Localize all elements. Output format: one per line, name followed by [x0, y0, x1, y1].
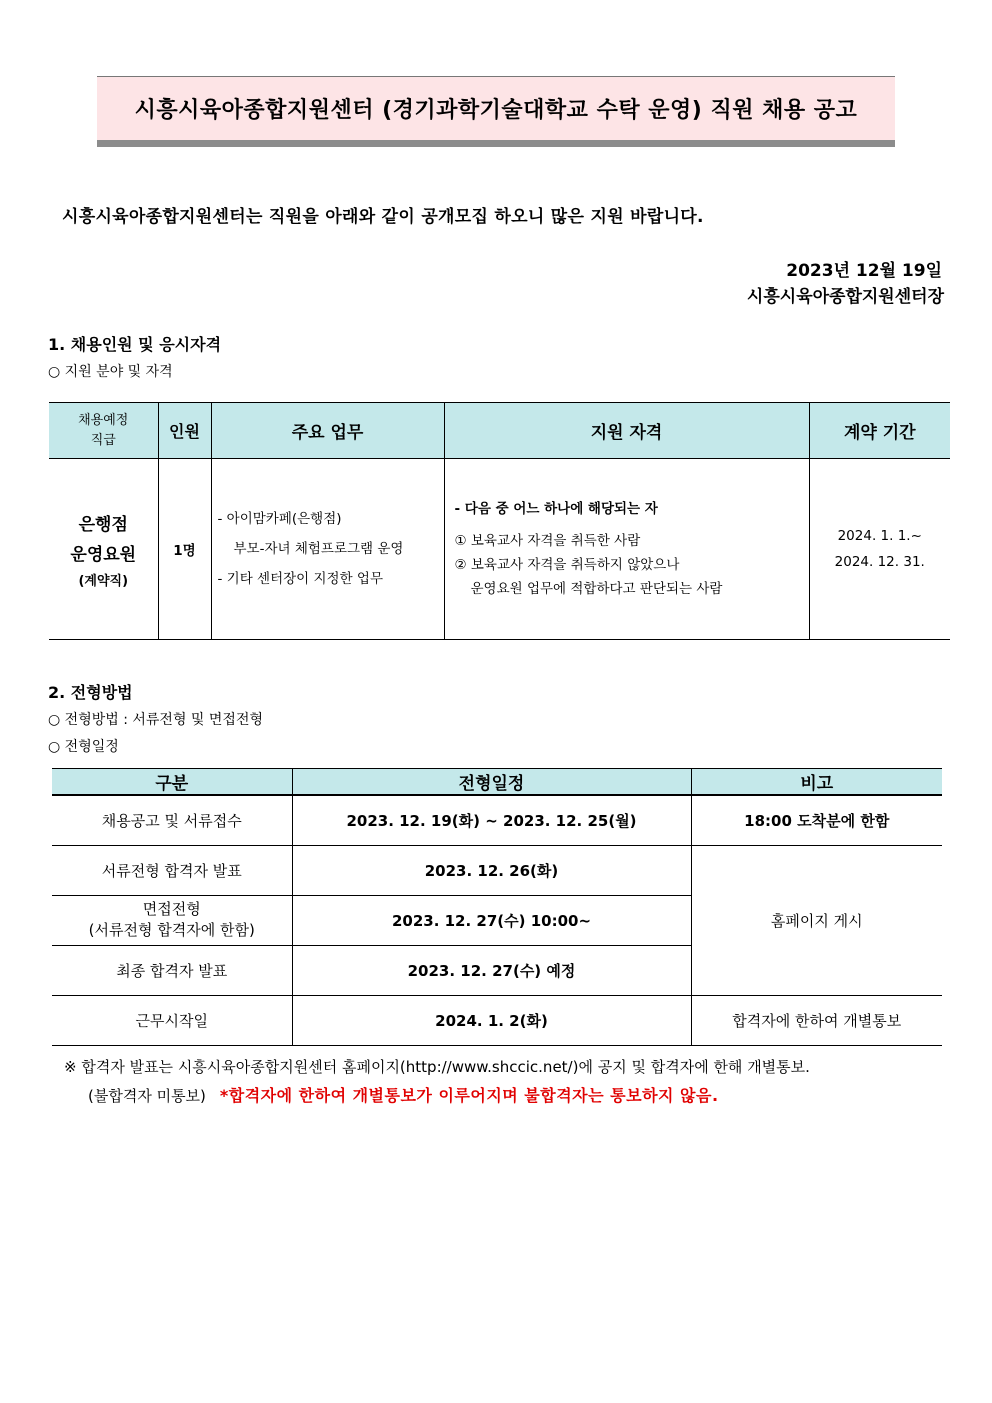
section1-title: 1. 채용인원 및 응시자격: [48, 335, 222, 354]
grade-line3: (계약직): [78, 573, 129, 589]
cell-schedule: 2024. 1. 2(화): [292, 995, 691, 1045]
table-row: [52, 995, 942, 1045]
qual-line2: ② 보육교사 자격을 취득하지 않았으나: [454, 557, 680, 573]
cell-category: 최종 합격자 발표: [52, 945, 292, 995]
qual-line1: ① 보육교사 자격을 취득한 사람: [454, 533, 641, 549]
cell-category: 서류전형 합격자 발표: [52, 845, 292, 895]
category-line2: (서류전형 합격자에 한함): [88, 921, 255, 939]
footnote-rejected: (불합격자 미통보): [88, 1087, 206, 1105]
header-grade-line1: 채용예정: [78, 412, 129, 428]
cell-category: 근무시작일: [52, 995, 292, 1045]
cell-note: 합격자에 한하여 개별통보: [691, 995, 942, 1045]
cell-category: [52, 895, 292, 945]
cell-count: 1명: [158, 459, 211, 640]
header-grade-line2: 직급: [90, 432, 116, 448]
header-schedule: 전형일정: [292, 769, 691, 796]
duty-line2: 부모-자녀 체험프로그램 운영: [233, 541, 404, 557]
cell-period: [809, 459, 950, 640]
header-note: 비고: [691, 769, 942, 796]
category-line1: 면접전형: [142, 900, 201, 918]
header-count: 인원: [158, 403, 211, 459]
section1-subtitle: ○ 지원 분야 및 자격: [48, 364, 173, 380]
header-category: 구분: [52, 769, 292, 796]
cell-duty: [211, 459, 444, 640]
section2-title: 2. 전형방법: [48, 683, 133, 702]
cell-schedule: 2023. 12. 27(수) 10:00~: [292, 895, 691, 945]
header-duty: 주요 업무: [211, 403, 444, 459]
period-line1: 2024. 1. 1.~: [837, 528, 922, 544]
section2-subtitle-method: ○ 전형방법 : 서류전형 및 면접전형: [48, 712, 263, 728]
cell-grade: [49, 459, 158, 640]
period-line2: 2024. 12. 31.: [834, 554, 925, 570]
table-header-row: [52, 769, 942, 796]
announcement-date: 2023년 12월 19일: [786, 261, 942, 281]
qualification-table: [49, 402, 950, 640]
page-title: 시흥시육아종합지원센터 (경기과학기술대학교 수탁 운영) 직원 채용 공고: [134, 98, 858, 123]
section2-subtitle-schedule: ○ 전형일정: [48, 739, 119, 755]
footnote-announcement: ※ 합격자 발표는 시흥시육아종합지원센터 홈페이지(http://www.shccic.net/)에 공지 및 합격자에 한해 개별통보.: [64, 1058, 810, 1076]
duty-line1: - 아이맘카페(은행점): [217, 511, 342, 527]
cell-schedule: 2023. 12. 27(수) 예정: [292, 945, 691, 995]
cell-schedule: 2023. 12. 26(화): [292, 845, 691, 895]
signer: 시흥시육아종합지원센터장: [746, 287, 944, 307]
duty-line3: - 기타 센터장이 지정한 업무: [217, 571, 383, 587]
intro-text: 시흥시육아종합지원센터는 직원을 아래와 같이 공개모집 하오니 많은 지원 바랍니다.: [62, 207, 704, 227]
header-grade: [49, 403, 158, 459]
header-qual: 지원 자격: [444, 403, 809, 459]
cell-category: 채용공고 및 서류접수: [52, 795, 292, 845]
qual-line0: - 다음 중 어느 하나에 해당되는 자: [454, 501, 658, 517]
title-banner: [97, 76, 895, 146]
cell-note: 홈페이지 게시: [691, 845, 942, 995]
cell-schedule: 2023. 12. 19(화) ~ 2023. 12. 25(월): [292, 795, 691, 845]
footnote-notice: [88, 1083, 719, 1106]
table-row: [49, 459, 950, 640]
table-row: [52, 845, 942, 895]
cell-note: 18:00 도착분에 한함: [691, 795, 942, 845]
table-header-row: [49, 403, 950, 459]
grade-line1: 은행점: [78, 514, 128, 535]
qual-line3: 운영요원 업무에 적합하다고 판단되는 사람: [470, 581, 723, 597]
header-period: 계약 기간: [809, 403, 950, 459]
cell-qualification: [444, 459, 809, 640]
footnote-warning: *합격자에 한하여 개별통보가 이루어지며 불합격자는 통보하지 않음.: [219, 1086, 719, 1105]
schedule-table: [52, 768, 942, 1046]
table-row: [52, 795, 942, 845]
grade-line2: 운영요원: [70, 544, 137, 565]
